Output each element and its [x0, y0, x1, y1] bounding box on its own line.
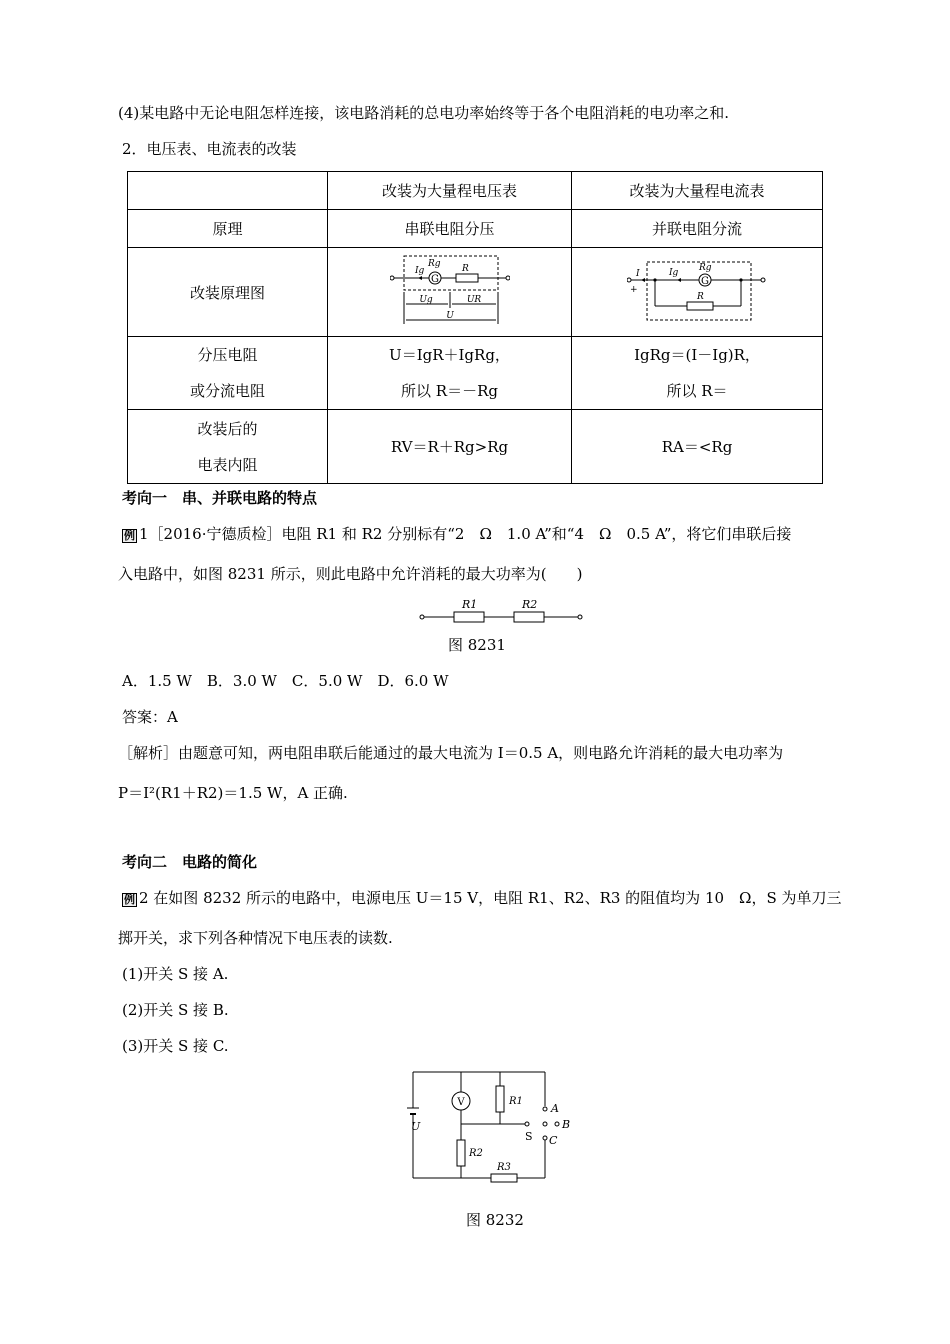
- voltmeter-label: V: [457, 1097, 465, 1108]
- example-2-text: 2 在如图 8232 所示的电路中，电源电压 U＝15 V，电阻 R1、R2、R3 的阻值均为 10 Ω，S 为单刀三: [139, 889, 842, 907]
- table-cell: [128, 410, 328, 484]
- table-cell: RV＝R＋Rg>Rg: [328, 410, 572, 484]
- c-label: C: [549, 1134, 558, 1147]
- topic-1-heading: 考向一 串、并联电路的特点: [122, 489, 318, 507]
- u-label: U: [445, 311, 454, 321]
- example-1-line-2: 入电路中，如图 8231 所示，则此电路中允许消耗的最大功率为( ): [118, 565, 583, 583]
- table-cell: 串联电阻分压: [328, 210, 572, 248]
- ig-label: Ig: [414, 266, 424, 276]
- galvanometer-label: G: [701, 276, 709, 287]
- table-cell: [328, 337, 572, 410]
- question-2: (2)开关 S 接 B.: [122, 1001, 229, 1019]
- r1-label: R1: [509, 1096, 523, 1107]
- r3-label: R3: [497, 1162, 511, 1173]
- ammeter-diagram-cell: [572, 248, 823, 337]
- rg-label: Rg: [699, 263, 712, 273]
- cell-line: 所以 R＝－Rg: [401, 382, 498, 400]
- r1-label: R1: [462, 598, 478, 611]
- cell-line: U＝IgR＋IgRg，: [389, 346, 510, 364]
- analysis-line-2: P＝I²(R1＋R2)＝1.5 W，A 正确.: [118, 784, 348, 802]
- cell-line: 分压电阻: [197, 346, 258, 364]
- topic-2-heading: 考向二 电路的简化: [122, 853, 258, 871]
- voltmeter-circuit-diagram: [390, 252, 510, 332]
- plus-label: +: [630, 285, 638, 295]
- table-cell: 原理: [128, 210, 328, 248]
- cell-line: 改装后的: [197, 419, 258, 438]
- table-header-empty: [128, 172, 328, 210]
- analysis-line-1: ［解析］由题意可知，两电阻串联后能通过的最大电流为 I＝0.5 A，则电路允许消耗的最大电功率为: [118, 744, 784, 762]
- ammeter-circuit-diagram: [627, 256, 767, 328]
- example-2-line-1: [122, 888, 842, 908]
- question-3: (3)开关 S 接 C.: [122, 1037, 229, 1055]
- example-tag: 例: [124, 529, 135, 542]
- rg-label: Rg: [427, 259, 441, 269]
- table-cell: 改装原理图: [128, 248, 328, 337]
- paragraph-4: (4)某电路中无论电阻怎样连接，该电路消耗的总电功率始终等于各个电阻消耗的电功率之和.: [118, 104, 730, 122]
- ug-label: Ug: [418, 295, 433, 305]
- a-label: A: [551, 1102, 559, 1115]
- s-label: S: [525, 1130, 533, 1143]
- modification-table: [127, 171, 823, 484]
- table-cell: RA＝<Rg: [572, 410, 823, 484]
- u-label: U: [411, 1120, 421, 1133]
- cell-line: 或分流电阻: [189, 382, 265, 400]
- table-cell: 并联电阻分流: [572, 210, 823, 248]
- table-cell: [572, 337, 823, 410]
- question-1: (1)开关 S 接 A.: [122, 965, 229, 983]
- example-1-line-1: [122, 524, 791, 544]
- r2-label: R2: [522, 598, 538, 611]
- figure-8231-caption: 图 8231: [448, 636, 506, 654]
- b-label: B: [562, 1118, 571, 1131]
- r-label: R: [697, 292, 704, 302]
- figure-8232-caption: 图 8232: [466, 1211, 524, 1229]
- table-header-voltmeter: 改装为大量程电压表: [328, 172, 572, 210]
- r-label: R: [461, 264, 469, 274]
- section-2-title: 2．电压表、电流表的改装: [122, 140, 297, 158]
- i-label: I: [636, 269, 640, 279]
- cell-line: IgRg＝(I－Ig)R，: [634, 346, 760, 364]
- example-tag: 例: [124, 893, 135, 906]
- cell-line: 电表内阻: [197, 455, 258, 474]
- example-2-line-2: 掷开关，求下列各种情况下电压表的读数.: [118, 929, 393, 947]
- cell-line: 所以 R＝: [666, 382, 728, 400]
- galvanometer-label: G: [430, 274, 439, 285]
- figure-8232: [405, 1068, 585, 1186]
- table-header-ammeter: 改装为大量程电流表: [572, 172, 823, 210]
- ur-label: UR: [466, 295, 481, 305]
- r2-label: R2: [469, 1148, 483, 1159]
- example-1-text: 1［2016·宁德质检］电阻 R1 和 R2 分别标有“2 Ω 1.0 A”和“4 Ω 0.5 A”，将它们串联后接: [139, 525, 792, 543]
- answer-options: A．1.5 W B．3.0 W C．5.0 W D．6.0 W: [122, 672, 449, 690]
- answer: 答案：A: [122, 708, 178, 726]
- ig-label: Ig: [669, 268, 679, 278]
- voltmeter-diagram-cell: [328, 248, 572, 337]
- table-cell: [128, 337, 328, 410]
- figure-8231: [418, 597, 588, 627]
